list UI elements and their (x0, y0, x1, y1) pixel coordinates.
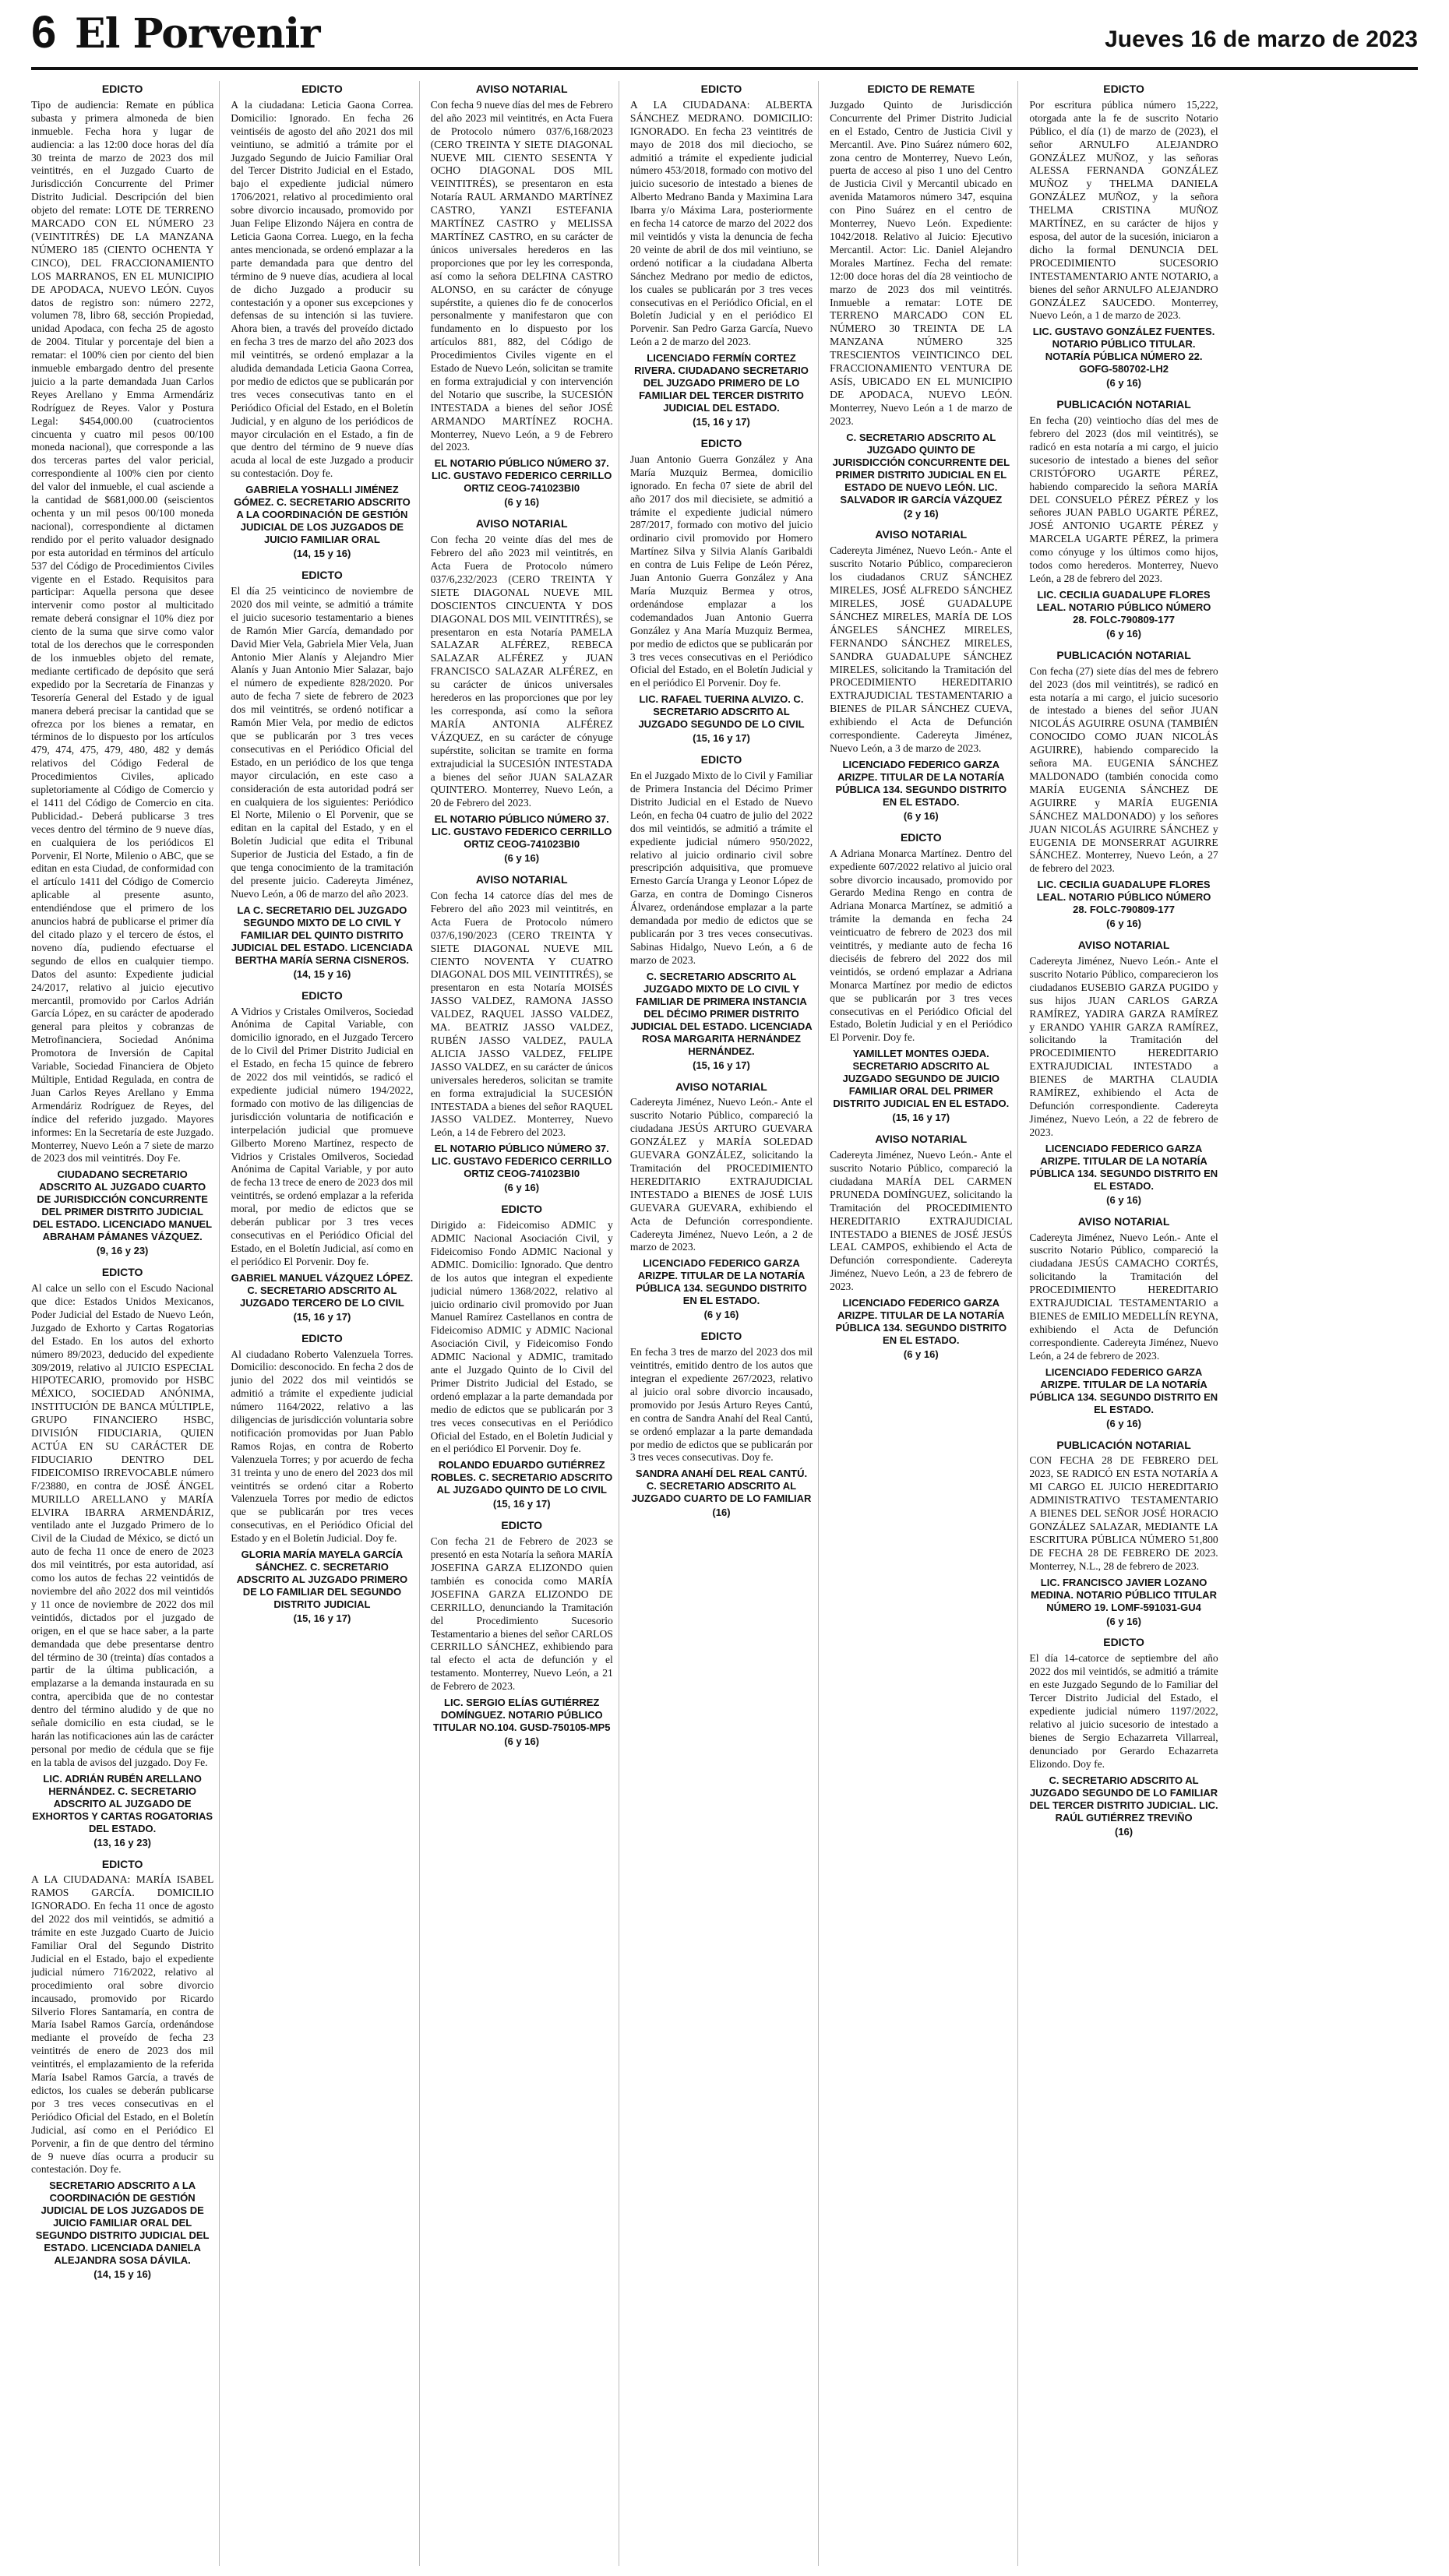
notice-signature: EL NOTARIO PÚBLICO NÚMERO 37. LIC. GUSTAVO FEDERICO CERRILLO ORTIZ CEOG-741023BI0 (432, 457, 612, 495)
notice-body: Dirigido a: Fideicomiso ADMIC y ADMIC Nacional Asociación Civil, y Fideicomiso Fondo ADMIC Nacional y ADMIC. Domicilio: Ignorado. Que dentro de los autos que integran el expediente judicial número 1368/2022, relativo al juicio ordinario civil promovido por Juan Manuel Ramírez Castellanos en contra de Fideicomiso ADMIC y ADMIC Nacional Asociación Civil, y Fideicomiso Fondo ADMIC Nacional y ADMIC, tramitado ante el Juzgado Quinto de lo Civil del Primer Distrito Judicial del Estado, se ordenó emplazar a la parte demandada por medio de edictos que se publicarán por 3 tres veces consecutivas en el Periódico Oficial del Estado, en el Boletín Judicial y en el periódico El Porvenir. Doy fe. (430, 1219, 613, 1455)
notice-body: A Vidrios y Cristales Omilveros, Sociedad Anónima de Capital Variable, con domicilio ignorado, en el Juzgado Tercero de lo Civil del Primer Distrito Judicial en el Estado, en fecha 15 quince de febrero de 2022 dos mil veintidós, se radicó el expediente judicial número 194/2022, formado con motivo de las diligencias de jurisdicción voluntaria de notificación e interpelación judicial que promueve Gilberto Moreno Martínez, respecto de Vidrios y Cristales Omilveros, Sociedad Anónima de Capital Variable, y por auto de fecha 13 trece de enero de 2023 dos mil veintitrés, se ordenó emplazar a la referida moral, por medio de edictos que se deberán publicar por 3 tres veces consecutivas en el Periódico Oficial del Estado, en el Boletín Judicial, así como en el periódico El Porvenir. Doy fe. (231, 1005, 414, 1267)
notice-signature: SANDRA ANAHÍ DEL REAL CANTÚ. C. SECRETARIO ADSCRITO AL JUZGADO CUARTO DE LO FAMILIAR (631, 1468, 812, 1505)
notice-signature: LIC. CECILIA GUADALUPE FLORES LEAL. NOTARIO PÚBLICO NÚMERO 28. FOLC-790809-177 (1036, 588, 1211, 625)
notice-body: Con fecha (27) siete días del mes de febrero del 2023 (dos mil veintitrés), se radicó en esta notaría a mi cargo, el juicio sucesorio de intestado a bienes del señor JUAN NICOLÁS AGUIRRE OSUNA (TAMBIÉN CONOCIDO COMO JUAN NICOLÁS AGUIRRE), habiendo comparecido la señora MA. EUGENIA SÁNCHEZ MALDONADO (también conocida como MARÍA EUGENIA SÁNCHEZ DE AGUIRRE y MARÍA EUGENIA SÁNCHEZ MALDONADO) y los señores JUAN NICOLÁS AGUIRRE SÁNCHEZ y EUGENIA DE MONSERRAT AGUIRRE SÁNCHEZ. Monterrey, Nuevo León, a 27 de febrero del 2023. (1029, 664, 1218, 875)
notice-signature: LIC. SERGIO ELÍAS GUTIÉRREZ DOMÍNGUEZ. NOTARIO PÚBLICO TITULAR NO.104. GUSD-750105-MP5 (432, 1697, 611, 1734)
publication-dates: (6 y 16) (1106, 1615, 1141, 1627)
publication-dates: (13, 16 y 23) (93, 1836, 151, 1848)
publication-dates: (15, 16 y 17) (293, 1310, 351, 1323)
notice-title: EDICTO (900, 830, 942, 844)
legal-notice (1029, 1439, 1218, 1629)
publication-dates: (6 y 16) (903, 1348, 939, 1361)
notice-title: EDICTO (1103, 83, 1144, 95)
publication-dates: (6 y 16) (504, 1182, 540, 1194)
notice-title: PUBLICACIÓN NOTARIAL (1056, 648, 1191, 661)
newspaper-title: El Porvenir (75, 10, 320, 58)
legal-notice (630, 1330, 813, 1520)
notice-signature: C. SECRETARIO ADSCRITO AL JUZGADO QUINTO DE JURISDICCIÓN CONCURRENTE DEL PRIMER DISTRITO JUDICIAL EN EL ESTADO DE NUEVO LEÓN. LIC. SALVADOR IR GARCÍA VÁZQUEZ (832, 431, 1010, 506)
legal-notice (231, 1332, 413, 1626)
notice-title: EDICTO (700, 83, 742, 95)
notice-title: PUBLICACIÓN NOTARIAL (1056, 1438, 1191, 1451)
classified-columns (31, 81, 1418, 2566)
notice-body: A Adriana Monarca Martínez. Dentro del expediente 607/2022 relativo al juicio oral sobre divorcio incausado, promovido por Gerardo Medina Rengo en contra de Adriana Monarca Martínez, se admitió a trámite la demanda en fecha 24 veinticuatro de febrero de 2023 dos mil veintitrés, y mediante auto de fecha 16 dieciséis de febrero del 2022 dos mil veintidós, se ordenó emplazar a Adriana Monarca Martínez por medio de edictos que se publicarán por 3 tres veces consecutivas en el Periódico Oficial del Estado, Boletín Judicial y en el Periódico El Porvenir. Doy fe. (830, 847, 1013, 1044)
notice-signature: YAMILLET MONTES OJEDA. SECRETARIO ADSCRITO AL JUZGADO SEGUNDO DE JUICIO FAMILIAR ORAL DEL PRIMER DISTRITO JUDICIAL EN EL ESTADO. (833, 1048, 1010, 1110)
notice-title: EDICTO (301, 988, 343, 1002)
notice-title: EDICTO (101, 1857, 143, 1870)
notice-title: EDICTO (101, 1266, 143, 1279)
notice-title: AVISO NOTARIAL (875, 1133, 968, 1146)
legal-notice (431, 1519, 613, 1749)
notice-title: AVISO NOTARIAL (1077, 939, 1170, 952)
notice-title: AVISO NOTARIAL (475, 873, 568, 886)
notice-signature: LICENCIADO FEDERICO GARZA ARIZPE. TITULAR DE LA NOTARÍA PÚBLICA 134. SEGUNDO DISTRITO EN EL ESTADO. (636, 1257, 807, 1307)
publication-dates: (2 y 16) (903, 507, 939, 520)
notice-body: El día 25 veinticinco de noviembre de 2020 dos mil veinte, se admitió a trámite el juicio sucesorio testamentario a bienes de Ramón Mier García, demandado por David Mier Vela, Gabriela Mier Vela, Juan Antonio Mier Alanís y Alejandro Mier Alanís y Juan Antonio Mier Salazar, bajo el número de expediente 828/2020. Por auto de fecha 7 siete de febrero de 2023 dos mil veintitrés, se ordenó notificar a Ramón Mier Vela, por medio de edictos que se publicarán por 3 tres veces consecutivas en el Periódico Oficial del Estado, en un periódico de los que tenga mayor circulación, en este caso a consideración de esta autoridad podrá ser en cualquiera de los siguientes: Periódico El Norte, Milenio o El Porvenir, que se editan en la capital del Estado, y en el Boletín Judicial que edita el Tribunal Superior de Justicia del Estado, a fin de que tenga conocimiento de la tramitación del presente juicio. Cadereyta Jiménez, Nuevo León, a 06 de marzo del año 2023. (231, 585, 414, 900)
legal-notice (830, 831, 1012, 1125)
legal-notice (431, 873, 613, 1195)
legal-notice (1029, 649, 1218, 931)
notice-signature: SECRETARIO ADSCRITO A LA COORDINACIÓN DE GESTIÓN JUDICIAL DE LOS JUZGADOS DE JUICIO FAMILIAR ORAL DEL SEGUNDO DISTRITO JUDICIAL DEL ESTADO. LICENCIADA DANIELA ALEJANDRA SOSA DÁVILA. (35, 2180, 210, 2267)
publication-dates: (15, 16 y 17) (693, 1059, 750, 1071)
notice-body: Con fecha 14 catorce días del mes de Febrero del año 2023 mil veintitrés, en Acta Fuera de Protocolo número 037/6,190/2023 (CERO TREINTA Y SIETE DIAGONAL NUEVE MIL CIENTO NOVENTA Y CUATRO DIAGONAL DOS MIL VEINTITRÉS), se presentaron en esta Notaría MOISÉS JASSO VALDEZ, RAMONA JASSO VALDEZ, RAQUEL JASSO VALDEZ, MA. BEATRIZ JASSO VALDEZ, RUBÉN JASSO VALDEZ, PAULA ALICIA JASSO VALDEZ, FELIPE JASSO VALDEZ, en su carácter de únicos universales herederos, solicitan se tramite en forma extrajudicial la SUCESIÓN INTESTADA a bienes del señor RAQUEL JASSO VALDEZ. Monterrey, Nuevo León, a 14 de Febrero del 2023. (430, 890, 613, 1139)
notice-body: A LA CIUDADANA: MARÍA ISABEL RAMOS GARCÍA. DOMICILIO IGNORADO. En fecha 11 once de agosto del 2022 dos mil veintidós, se admitió a trámite en este Juzgado Cuarto de Juicio Familiar Oral del Segundo Distrito Judicial en el Estado, bajo el expediente judicial número 716/2022, relativo al procedimiento oral sobre divorcio incausado, promovido por Ricardo Silverio Flores Santamaría, en contra de María Isabel Ramos García, ordenándose mediante el proveído de fecha 23 veintitrés de enero de 2023 dos mil veintitrés, el emplazamiento de la referida María Isabel Ramos García, a través de edictos, los cuales se deberán publicarse por 3 tres veces consecutivas en el Periódico Oficial del Estado, en el Boletín Judicial, así como en el Periódico El Porvenir, a fin de que dentro del término de 9 nueve días ocurra a producir su contestación. Doy fe. (31, 1873, 214, 2176)
notice-body: Cadereyta Jiménez, Nuevo León.- Ante el suscrito Notario Público, compareció la ciudadana JESÚS ARTURO GUEVARA GONZÁLEZ y MARÍA SOLEDAD GUEVARA GONZÁLEZ, solicitando la Tramitación del PROCEDIMIENTO HEREDITARIO EXTRAJUDICIAL INTESTADO a BIENES de JOSÉ LUIS GUEVARA GUEVARA, exhibiendo el Acta de Defunción correspondiente. Cadereyta Jiménez, Nuevo León, a 2 de marzo de 2023. (629, 1096, 813, 1253)
legal-notice (1029, 1215, 1218, 1431)
notice-body: A LA CIUDADANA: ALBERTA SÁNCHEZ MEDRANO. DOMICILIO: IGNORADO. En fecha 23 veintitrés de mayo de 2018 dos mil dieciocho, se admitió a trámite el expediente judicial número 453/2018, formado con motivo del juicio sucesorio de intestado a bienes de Alberto Medrano Banda y Maximina Lara Ibarra y/o Máxima Lara, posteriormente en fecha 14 catorce de marzo del 2022 dos mil veintidós y vista la denuncia de fecha 20 veinte de abril de dos mil veintiuno, se ordenó notificar a la ciudadana Alberta Sánchez Medrano por medio de edictos, los cuales se publicarán por 3 tres veces consecutivas en el Periódico Oficial, en el Boletín Judicial y en el periódico El Porvenir. San Pedro Garza García, Nuevo León a 2 de marzo del 2023. (629, 98, 813, 348)
legal-notice (630, 437, 813, 745)
publication-dates: (6 y 16) (504, 852, 540, 865)
legal-notice (231, 83, 413, 561)
notice-body: Cadereyta Jiménez, Nuevo León.- Ante el suscrito Notario Público, comparecieron los ciudadanos CRUZ SÁNCHEZ MIRELES, JOSÉ ALFREDO SÁNCHEZ MIRELES, JOSÉ GUADALUPE SÁNCHEZ MIRELES, MARÍA DE LOS ÁNGELES SÁNCHEZ MIRELES, FERNANDO SÁNCHEZ MIRELES, SANDRA GUADALUPE SÁNCHEZ MIRELES, solicitando la Tramitación del PROCEDIMIENTO HEREDITARIO EXTRAJUDICIAL TESTAMENTARIO a BIENES de PILAR SÁNCHEZ CUEVA, exhibiendo el Acta de Defunción correspondiente. Cadereyta Jiménez, Nuevo León, a 3 de marzo de 2023. (830, 544, 1013, 754)
notice-title: EDICTO (1103, 1636, 1144, 1649)
legal-notice (31, 83, 213, 1258)
notice-signature: EL NOTARIO PÚBLICO NÚMERO 37. LIC. GUSTAVO FEDERICO CERRILLO ORTIZ CEOG-741023BI0 (432, 1143, 612, 1180)
notice-signature: LICENCIADO FEDERICO GARZA ARIZPE. TITULAR DE LA NOTARÍA PÚBLICA 134. SEGUNDO DISTRITO EN EL ESTADO. (1029, 1366, 1218, 1415)
notice-title: EDICTO (301, 1331, 343, 1344)
notice-signature: LIC. FRANCISCO JAVIER LOZANO MEDINA. NOTARIO PÚBLICO TITULAR NÚMERO 19. LOMF-591031-GU4 (1031, 1576, 1217, 1613)
legal-notice (830, 1133, 1012, 1362)
page-number: 6 (31, 7, 57, 58)
notice-title: AVISO NOTARIAL (475, 517, 568, 530)
publication-dates: (15, 16 y 17) (892, 1112, 950, 1124)
publication-dates: (6 y 16) (1106, 627, 1141, 640)
notice-body: Tipo de audiencia: Remate en pública subasta y primera almoneda de bien inmueble. Fecha hora y lugar de audiencia: a las 12:00 doce horas del día 30 treinta de marzo de 2023 dos mil veintitrés, en el Juzgado Cuarto de Jurisdicción Concurrente del Primer Distrito Judicial. Descripción del bien objeto del remate: LOTE DE TERRENO MARCADO CON EL NÚMERO 23 (VEINTITRÉS) DE LA MANZANA NÚMERO 185 (CIENTO OCHENTA Y CINCO), DEL FRACCIONAMIENTO LOS MARRANOS, EN EL MUNICIPIO DE APODACA, NUEVO LEÓN. Cuyos datos de registro son: número 2272, volumen 78, libro 68, sección Propiedad, unidad Apodaca, con fecha 25 de agosto de 2004. Titular y porcentaje del bien a rematar: el 100% cien por ciento del bien inmueble embargado dentro del presente juicio a la parte demandada Juan Carlos Reyes Arellano y Emma Armendáriz Rodríguez de Reyes. Valor y Postura Legal: $454,000.00 (cuatrocientos cincuenta y cuatro mil pesos 00/100 moneda nacional), que corresponde a las dos terceras partes del valor pericial, correspondiente al 100% cien por ciento del valor del inmueble, el cual asciende a la cantidad de $681,000.00 (seiscientos ochenta y un mil pesos 00/100 moneda nacional), correspondiente al dictamen rendido por el perito valuador designado por esta autoridad en términos del artículo 537 del Código de Procedimientos Civiles vigente en el Estado. Requisitos para participar: Aquella persona que desee intervenir como postor al multicitado remate deberá consignar el 10% diez por ciento de la suma que sirve como valor total de los derechos que le corresponden de los inmuebles objeto del remate, mediante certificado de depósito que será expedido por la Secretaría de Finanzas y Tesorería General del Estado y de igual manera deberá precisar la cantidad que se ofrezca por los bienes a rematar, en términos de lo dispuesto por los artículos 479, 474, 475, 479, 480, 482 y demás relativos del Código Federal de Procedimientos Civiles, aplicado supletoriamente al Código de Comercio y el 1411 del Código de Comercio en cita. Publicidad.- Deberá publicarse 3 tres veces dentro del término de 9 nueve días, en cualquiera de los periódicos El Porvenir, El Norte, Milenio o ABC, que se editan en esta Ciudad, de conformidad con el artículo 1411 del Código de Comercio aplicable al presente asunto, entendiéndose que el primero de los anuncios habrá de publicarse el primer día del citado plazo y el tercero de éstos, el noveno día, pudiendo efectuarse el segundo de ellos en cualquier tiempo. Datos del asunto: Expediente judicial 24/2017, relativo al juicio ejecutivo mercantil, promovido por Carlos Adrián García López, en su carácter de apoderado general para pleitos y cobranzas de Metrofinanciera, Sociedad Anónima Promotora de Inversión de Capital Variable, Sociedad Financiera de Objeto Múltiple, Entidad Regulada, en contra de Juan Carlos Reyes Arellano y Emma Armendáriz Rodríguez de Reyes, del índice del referido juzgado. Mayores informes: En la Secretaría de este Juzgado. Monterrey, Nuevo León a 7 siete de marzo de 2023 dos mil veintitrés. Doy Fe. (31, 98, 214, 1165)
publication-dates: (14, 15 y 16) (293, 548, 351, 560)
notice-body: Al ciudadano Roberto Valenzuela Torres. Domicilio: desconocido. En fecha 2 dos de junio del 2022 dos mil veintidós se admitió a trámite el expediente judicial número 1164/2022, relativo a las diligencias de jurisdicción voluntaria sobre notificación promovidas por Juan Pablo Ramos Rojas, en contra de Roberto Valenzuela Torres; y por acuerdo de fecha 31 treinta y uno de enero del 2023 dos mil veintitrés se ordenó citar a Roberto Valenzuela Torres por medio de edictos que se publicarán por tres veces consecutivas, en el Periódico Oficial del Estado y en el Boletín Judicial. Doy fe. (231, 1348, 414, 1545)
notice-body: En el Juzgado Mixto de lo Civil y Familiar de Primera Instancia del Décimo Primer Distrito Judicial en el Estado de Nuevo León, en fecha 04 cuatro de julio del 2022 dos mil veintidós, se admitió a trámite el expediente judicial número 950/2022, relativo al juicio ordinario civil sobre prescripción adquisitiva, que promueve Ernesto García Uranga y Leonor López de Garza, en contra de Domingo Cisneros Álvarez, ordenándose emplazar a la parte demandada por medio de edictos que se publicarán por 3 tres veces consecutivas. Sabinas Hidalgo, Nuevo León, a 6 de marzo de 2023. (629, 770, 813, 966)
notice-body: En fecha 3 tres de marzo del 2023 dos mil veintitrés, emitido dentro de los autos que integran el expediente 267/2023, relativo al juicio oral sobre divorcio incausado, promovido por Jesús Arturo Reyes Cantú, en contra de Sandra Anahí del Real Cantú, se ordenó emplazar a la parte demandada por medio de edictos que se publicarán por 3 tres veces consecutivas. Doy fe. (629, 1346, 813, 1464)
publication-dates: (15, 16 y 17) (492, 1498, 551, 1510)
notice-signature: GLORIA MARÍA MAYELA GARCÍA SÁNCHEZ. C. SECRETARIO ADSCRITO AL JUZGADO PRIMERO DE LO FAMILIAR DEL SEGUNDO DISTRITO JUDICIAL (236, 1549, 408, 1611)
notice-signature: LICENCIADO FEDERICO GARZA ARIZPE. TITULAR DE LA NOTARÍA PÚBLICA 134. SEGUNDO DISTRITO EN EL ESTADO. (1029, 1142, 1218, 1192)
publication-dates: (6 y 16) (1106, 918, 1141, 930)
column-4 (630, 81, 819, 2566)
notice-title: EDICTO (700, 437, 742, 450)
notice-title: EDICTO (501, 1519, 543, 1532)
notice-body: A la ciudadana: Leticia Gaona Correa. Domicilio: Ignorado. En fecha 26 veintiséis de agosto del año 2021 dos mil veintiuno, se admitió a trámite por el Juzgado Segundo de Juicio Familiar Oral del Tercer Distrito Judicial en el Estado, bajo el expediente judicial número 1706/2021, relativo al procedimiento oral sobre divorcio incausado, promovido por Juan Felipe Elizondo Nájera en contra de Leticia Gaona Correa. Luego, en la fecha antes mencionada, se ordenó emplazar a la parte demandada para que dentro del término de 9 nueve días, acudiera al local de dicho Juzgado a producir su contestación y a oponer sus excepciones y defensas de su intención si las tuviere. Ahora bien, a través del proveído dictado en fecha 3 tres de marzo del año 2023 dos mil veintitrés, se ordenó emplazar a la aludida demandada Leticia Gaona Correa, por medio de edictos que se publicarán por tres veces consecutivas tanto en el Periódico Oficial del Estado, en el Boletín Judicial, y en alguno de los periódicos de mayor circulación en el Estado, a fin de que dentro del término de 9 nueve días acuda al local de este Juzgado a producir su contestación. Doy fe. (231, 98, 414, 480)
notice-title: EDICTO (101, 83, 143, 95)
legal-notice (231, 569, 413, 981)
notice-body: Juzgado Quinto de Jurisdicción Concurrente del Primer Distrito Judicial en el Estado, Centro de Justicia Civil y Mercantil. Ave. Pino Suárez número 602, zona centro de Monterrey, Nuevo León, puerta de acceso al piso 1 uno del Centro de Justicia Civil y Mercantil ubicado en avenida Matamoros número 347, esquina con Pino Suárez en el centro de Monterrey, Nuevo León. Expediente: 1042/2018. Relativo al Juicio: Ejecutivo Mercantil. Actor: Lic. Daniel Alejandro Morales Martínez. Fecha del remate: 12:00 doce horas del día 28 veintiocho de marzo de 2023 dos mil veintitrés. Inmueble a rematar: LOTE DE TERRENO MARCADO CON EL NÚMERO 30 TREINTA DE LA MANZANA NÚMERO 325 TRESCIENTOS VEINTICINCO DEL FRACCIONAMIENTO VENTURA DE ASÍS, UBICADO EN EL MUNICIPIO DE APODACA, NUEVO LEÓN. Monterrey, Nuevo León a 1 de marzo de 2023. (830, 98, 1013, 427)
legal-notice (1029, 1636, 1218, 1838)
notice-signature: C. SECRETARIO ADSCRITO AL JUZGADO SEGUNDO DE LO FAMILIAR DEL TERCER DISTRITO JUDICIAL. LIC. RAÚL GUTIÉRREZ TREVIÑO (1029, 1774, 1218, 1824)
column-5 (830, 81, 1018, 2566)
publication-dates: (16) (1115, 1825, 1133, 1838)
notice-signature: LICENCIADO FERMÍN CORTEZ RIVERA. CIUDADANO SECRETARIO DEL JUZGADO PRIMERO DE LO FAMILIAR DEL TERCER DISTRITO JUDICIAL DEL ESTADO. (634, 352, 809, 414)
notice-title: PUBLICACIÓN NOTARIAL (1056, 398, 1191, 411)
publication-dates: (6 y 16) (1106, 1193, 1141, 1206)
legal-notice (231, 989, 413, 1324)
notice-signature: GABRIEL MANUEL VÁZQUEZ LÓPEZ. C. SECRETARIO ADSCRITO AL JUZGADO TERCERO DE LO CIVIL (231, 1271, 414, 1309)
legal-notice (630, 83, 813, 429)
legal-notice (1029, 398, 1218, 641)
publication-dates: (14, 15 y 16) (293, 967, 351, 980)
notice-title: AVISO NOTARIAL (675, 1080, 767, 1093)
column-2 (231, 81, 419, 2566)
notice-title: EDICTO (700, 1330, 742, 1343)
masthead (0, 0, 1449, 69)
column-3 (431, 81, 619, 2566)
masthead-rule (31, 67, 1418, 70)
publication-dates: (9, 16 y 23) (96, 1245, 149, 1257)
legal-notice (31, 1266, 213, 1849)
notice-body: Cadereyta Jiménez, Nuevo León.- Ante el suscrito Notario Público, compareció la ciudadana JESÚS CAMACHO CORTÉS, solicitando la Tramitación del PROCEDIMIENTO HEREDITARIO EXTRAJUDICIAL TESTAMENTARIO a BIENES de EMILIO MEDELLÍN REYNA, exhibiendo el Acta de Defunción correspondiente. Cadereyta Jiménez, Nuevo León, a 24 de febrero de 2023. (1029, 1231, 1218, 1362)
notice-title: EDICTO (700, 753, 742, 766)
notice-body: El día 14-catorce de septiembre del año 2022 dos mil veintidós, se admitió a trámite en este Juzgado Segundo de lo Familiar del Tercer Distrito Judicial del Estado, el expediente judicial número 1197/2022, relativo al juicio sucesorio de intestado a bienes de Sergio Echazarreta Villarreal, denunciado por Gerardo Echazarreta Elizondo. Doy fe. (1029, 1652, 1218, 1770)
legal-notice (431, 517, 613, 865)
notice-signature: GABRIELA YOSHALLI JIMÉNEZ GÓMEZ. C. SECRETARIO ADSCRITO A LA COORDINACIÓN DE GESTIÓN JUDICIAL DE LOS JUZGADOS DE JUICIO FAMILIAR ORAL (234, 484, 411, 546)
notice-body: CON FECHA 28 DE FEBRERO DEL 2023, SE RADICÓ EN ESTA NOTARÍA A MI CARGO EL JUICIO HEREDITARIO ADMINISTRATIVO TESTAMENTARIO A BIENES DEL SEÑOR JOSÉ HORACIO GONZÁLEZ SALAZAR, MEDIANTE LA ESCRITURA PÚBLICA NÚMERO 51,800 DE FECHA 28 DE FEBRERO DE 2023. Monterrey, N.L., 28 de febrero de 2023. (1029, 1454, 1218, 1572)
publication-dates: (14, 15 y 16) (93, 2268, 151, 2281)
publication-dates: (6 y 16) (1106, 377, 1141, 389)
legal-notice (1029, 939, 1218, 1207)
notice-signature: LICENCIADO FEDERICO GARZA ARIZPE. TITULAR DE LA NOTARÍA PÚBLICA 134. SEGUNDO DISTRITO EN EL ESTADO. (835, 1297, 1007, 1347)
column-6 (1029, 81, 1218, 2566)
legal-notice (830, 83, 1012, 520)
notice-title: AVISO NOTARIAL (1077, 1214, 1170, 1228)
notice-signature: LA C. SECRETARIO DEL JUZGADO SEGUNDO MIXTO DE LO CIVIL Y FAMILIAR DEL QUINTO DISTRITO JUDICIAL DEL ESTADO. LICENCIADA BERTHA MARÍA SERNA CISNEROS. (231, 904, 414, 966)
notice-title: EDICTO (301, 569, 343, 582)
notice-title: EDICTO (301, 83, 343, 95)
column-1 (31, 81, 220, 2566)
notice-body: Con fecha 9 nueve días del mes de Febrero del año 2023 mil veintitrés, en Acta Fuera de Protocolo número 037/6,168/2023 (CERO TREINTA Y SIETE DIAGONAL NUEVE MIL CIENTO SESENTA Y OCHO DIAGONAL DOS MIL VEINTITRÉS), se presentaron en esta Notaría RAUL ARMANDO MARTÍNEZ CASTRO, YANZI ESTEFANIA MARTÍNEZ CASTRO y MELISSA MARTÍNEZ CASTRO, en su carácter de únicos universales herederos en las proporciones que por ley les corresponda, así como la señora DELFINA CASTRO ALONSO, en su carácter de cónyuge supérstite, a quienes dio fe de conocerlos personalmente y manifestaron que con fundamento en lo dispuesto por los artículos 881, 882, del Código de Procedimientos Civiles vigente en el Estado de Nuevo León, solicitan se tramite en forma extrajudicial y con intervención del Notario que suscribe, la SUCESIÓN INTESTADA a bienes del señor JOSÉ ARMANDO MARTÍNEZ ROCHA. Monterrey, Nuevo León, a 9 de Febrero del 2023. (430, 98, 613, 453)
notice-signature: LIC. RAFAEL TUERINA ALVIZO. C. SECRETARIO ADSCRITO AL JUZGADO SEGUNDO DE LO CIVIL (638, 693, 805, 731)
notice-signature: ROLANDO EDUARDO GUTIÉRREZ ROBLES. C. SECRETARIO ADSCRITO AL JUZGADO QUINTO DE LO CIVIL (431, 1459, 613, 1496)
publication-dates: (6 y 16) (1106, 1417, 1141, 1429)
notice-body: Juan Antonio Guerra González y Ana María Muzquiz Bermea, domicilio ignorado. En fecha 07 siete de abril del año 2017 dos mil diecisiete, se admitió a trámite el expediente judicial número 287/2017, formado con motivo del juicio ordinario civil promovido por Homero Martínez Silva y Silvia Alanís Garibaldi en contra de Luis Felipe de León Pérez, Juan Antonio Guerra González y Ana María Muzquiz Bermea y otros, ordenándose emplazar a los codemandados Juan Antonio Guerra González y Ana María Muzquiz Bermea, por medio de edictos que se publicarán por 3 tres veces consecutivas en el Periódico Oficial del Estado, en el Boletín Judicial y en el periódico El Porvenir. Doy fe. (629, 453, 813, 689)
notice-signature: LIC. CECILIA GUADALUPE FLORES LEAL. NOTARIO PÚBLICO NÚMERO 28. FOLC-790809-177 (1036, 879, 1211, 916)
notice-signature: LIC. ADRIÁN RUBÉN ARELLANO HERNÁNDEZ. C. SECRETARIO ADSCRITO AL JUZGADO DE EXHORTOS Y CARTAS ROGATORIAS DEL ESTADO. (32, 1772, 213, 1834)
notice-title: EDICTO DE REMATE (867, 83, 975, 95)
notice-signature: C. SECRETARIO ADSCRITO AL JUZGADO MIXTO DE LO CIVIL Y FAMILIAR DE PRIMERA INSTANCIA DEL DÉCIMO PRIMER DISTRITO JUDICIAL DEL ESTADO. LICENCIADA ROSA MARGARITA HERNÁNDEZ HERNÁNDEZ. (630, 970, 813, 1057)
legal-notice (830, 528, 1012, 823)
legal-notice (431, 83, 613, 509)
notice-title: EDICTO (501, 1203, 543, 1216)
publication-dates: (15, 16 y 17) (293, 1612, 351, 1625)
notice-title: AVISO NOTARIAL (475, 83, 568, 95)
notice-body: Cadereyta Jiménez, Nuevo León.- Ante el suscrito Notario Público, compareció la ciudadana MARÍA DEL CARMEN PRUNEDA DOMÍNGUEZ, solicitando la Tramitación del PROCEDIMIENTO HEREDITARIO EXTRAJUDICIAL INTESTADO a BIENES de JOSÉ JESÚS LEAL CAMPOS, exhibiendo el Acta de Defunción correspondiente. Cadereyta Jiménez, Nuevo León, a 23 de febrero de 2023. (830, 1149, 1013, 1293)
notice-signature: EL NOTARIO PÚBLICO NÚMERO 37. LIC. GUSTAVO FEDERICO CERRILLO ORTIZ CEOG-741023BI0 (432, 813, 612, 851)
notice-title: AVISO NOTARIAL (875, 528, 968, 541)
legal-notice (630, 1080, 813, 1323)
notice-body: Al calce un sello con el Escudo Nacional que dice: Estados Unidos Mexicanos, Poder Judicial del Estado de Nuevo León, Juzgado de Exhorto y Cartas Rogatorias del Estado. En los autos del exhorto número 89/2023, deducido del expediente 309/2019, relativo al JUICIO ESPECIAL HIPOTECARIO, promovido por HSBC MÉXICO, SOCIEDAD ANÓNIMA, INSTITUCIÓN DE BANCA MÚLTIPLE, GRUPO FINANCIERO HSBC, DIVISIÓN FIDUCIARIA, QUIEN ACTÚA EN SU CARÁCTER DE FIDUCIARIO DENTRO DEL FIDEICOMISO IRREVOCABLE número F/23880, en contra de JOSÉ ÁNGEL MURILLO ARELLANO y MARÍA ELVIRA IBARRA ARMENDÁRIZ, ventilado ante el Juzgado Primero de lo Civil de la Ciudad de México, se dictó un auto de fecha 11 once de enero de 2023 dos mil veintitrés, por esta autoridad, así como los autos de fechas 22 veintidós de noviembre del año 2022 dos mil veintidós y 11 once de noviembre de 2022 dos mil veintidós, dictados por el juzgado de origen, en el que se hace saber, a la parte demandada que debe presentarse dentro del término de 30 (treinta) días contados a partir de la última publicación, a emplazarse a la demanda instaurada en su contra, apercibida que de no contestar dentro del término aludido y de que no señale domicilio en esta ciudad, se le harán las notificaciones aún las de carácter personal por medio de cédula que se fije en la tabla de avisos del juzgado. Doy Fe. (31, 1282, 214, 1768)
publication-dates: (6 y 16) (504, 496, 540, 509)
issue-date: Jueves 16 de marzo de 2023 (1105, 26, 1418, 52)
legal-notice (630, 753, 813, 1072)
publication-dates: (15, 16 y 17) (693, 732, 750, 745)
notice-signature: LIC. GUSTAVO GONZÁLEZ FUENTES. NOTARIO PÚBLICO TITULAR. NOTARÍA PÚBLICA NÚMERO 22. GOFG-580702-LH2 (1032, 326, 1215, 375)
publication-dates: (15, 16 y 17) (693, 416, 750, 428)
legal-notice (31, 1858, 213, 2282)
notice-body: Con fecha 21 de Febrero de 2023 se presentó en esta Notaría la señora MARÍA JOSEFINA GARZA ELIZONDO quien también es conocida como MARÍA JOSEFINA GARZA ELIZONDO DE CERRILLO, denunciando la Tramitación del Procedimiento Sucesorio Testamentario a bienes del señor CARLOS CERRILLO SÁNCHEZ, exhibiendo para tal efecto el acta de defunción y el testamento. Monterrey, Nuevo León, a 21 de Febrero de 2023. (430, 1535, 613, 1693)
legal-notice (1029, 83, 1218, 390)
notice-signature: CIUDADANO SECRETARIO ADSCRITO AL JUZGADO CUARTO DE JURISDICCIÓN CONCURRENTE DEL PRIMER DISTRITO JUDICIAL DEL ESTADO. LICENCIADO MANUEL ABRAHAM PÁMANES VÁZQUEZ. (33, 1168, 213, 1243)
legal-notice (431, 1203, 613, 1511)
publication-dates: (16) (712, 1506, 731, 1519)
notice-body: En fecha (20) veintiocho días del mes de febrero del 2023 (dos mil veintitrés), se radicó en esta notaría a mi cargo, el juicio sucesorio de intestado a bienes del señor CRISTÓFORO UGARTE PÉREZ, habiendo comparecido la señora MARÍA DEL CONSUELO PÉREZ PÉREZ y los señores JUAN PABLO UGARTE PÉREZ, JOSÉ ANTONIO UGARTE PÉREZ y MARCELA UGARTE PÉREZ, la primera como cónyuge y los últimos como hijos, todos como herederos. Monterrey, Nuevo León, a 28 de febrero del 2023. (1029, 414, 1218, 584)
publication-dates: (6 y 16) (703, 1309, 739, 1321)
notice-body: Por escritura pública número 15,222, otorgada ante la fe de suscrito Notario Público, el día (1) de marzo de (2023), el señor ARNULFO ALEJANDRO GONZÁLEZ MUÑOZ, y las señoras ALESSA FERNANDA GONZÁLEZ MUÑOZ y THELMA DANIELA GONZÁLEZ MUÑOZ, y la señora THELMA CRISTINA MUÑOZ MARTÍNEZ, en su carácter de hijos y esposa, del autor de la sucesión, iniciaron a dicho la formal DENUNCIA DEL PROCEDIMIENTO SUCESORIO INTESTAMENTARIO ANTE NOTARIO, a bienes del señor ARNULFO ALEJANDRO GONZÁLEZ SAUCEDO. Monterrey, Nuevo León, a 1 de marzo de 2023. (1029, 98, 1218, 322)
publication-dates: (6 y 16) (903, 809, 939, 822)
notice-body: Cadereyta Jiménez, Nuevo León.- Ante el suscrito Notario Público, comparecieron los ciudadanos EUSEBIO GARZA PUGIDO y sus hijos JUAN CARLOS GARZA RAMÍREZ, YADIRA GARZA RAMÍREZ y ERANDO YAHIR GARZA RAMÍREZ, solicitando la Tramitación del PROCEDIMIENTO HEREDITARIO EXTRAJUDICIAL INTESTADO a BIENES de MARTHA CLAUDIA RAMÍREZ, exhibiendo el Acta de Defunción correspondiente. Cadereyta Jiménez, Nuevo León, a 22 de febrero de 2023. (1029, 955, 1218, 1138)
notice-body: Con fecha 20 veinte días del mes de Febrero del año 2023 mil veintitrés, en Acta Fuera de Protocolo número 037/6,232/2023 (CERO TREINTA Y SIETE DIAGONAL NUEVE MIL DOSCIENTOS CINCUENTA Y DOS DIAGONAL DOS MIL VEINTITRÉS), se presentaron en esta Notaría PAMELA SALAZAR ALFÉREZ, REBECA SALAZAR ALFÉREZ y JUAN FRANCISCO SALAZAR ALFÉREZ, en su carácter de únicos universales herederos en las proporciones que por ley les corresponda, así como la señora MARÍA ANTONIA ALFÉREZ VÁZQUEZ, en su carácter de cónyuge supérstite, solicitan se tramite en forma extrajudicial la SUCESIÓN INTESTADA a bienes del señor JUAN SALAZAR QUINTERO. Monterrey, Nuevo León, a 20 de Febrero del 2023. (430, 534, 613, 809)
notice-signature: LICENCIADO FEDERICO GARZA ARIZPE. TITULAR DE LA NOTARÍA PÚBLICA 134. SEGUNDO DISTRITO EN EL ESTADO. (835, 758, 1007, 808)
publication-dates: (6 y 16) (504, 1736, 540, 1748)
